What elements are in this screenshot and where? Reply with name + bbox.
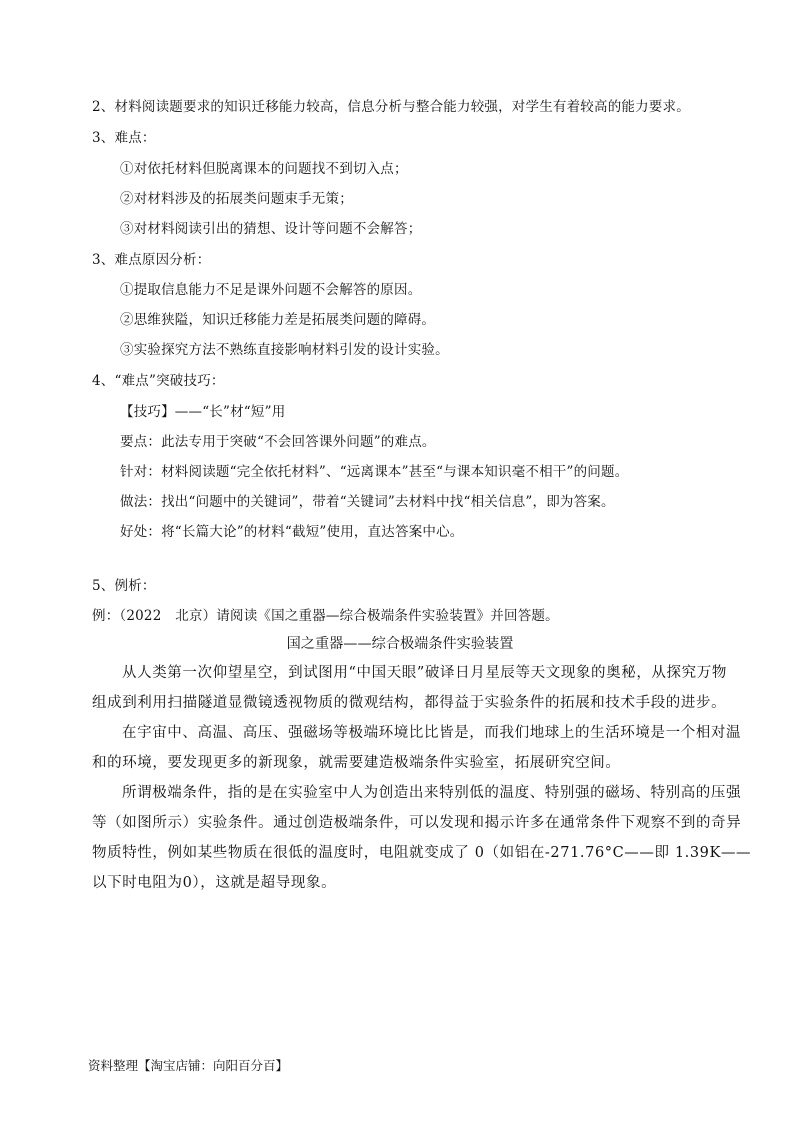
list-item: ②思维狭隘，知识迁移能力差是拓展类问题的障碍。 [120,312,436,328]
paragraph-line: 好处：将“长篇大论”的材料“截短”使用，直达答案中心。 [120,524,464,540]
passage-title: 国之重器——综合极端条件实验装置 [286,636,514,652]
paragraph-line: 做法：找出“问题中的关键词”，带着“关键词”去材料中找“相关信息”，即为答案。 [120,494,615,510]
list-item: ③实验探究方法不熟练直接影响材料引发的设计实验。 [120,342,449,358]
passage-line: 物质特性，例如某些物质在很低的温度时，电阻就变成了 0（如铝在-271.76°C——即 1.39K—— [92,845,752,861]
section-heading: 5、例析： [92,578,156,594]
list-item: ①对依托材料但脱离课本的问题找不到切入点； [120,161,408,177]
passage-line: 和的环境，要发现更多的新现象，就需要建造极端条件实验室，拓展研究空间。 [92,755,621,771]
passage-line: 在宇宙中、高温、高压、强磁场等极端环境比比皆是，而我们地球上的生活环境是一个相对温 [122,725,742,741]
passage-line: 以下时电阻为0），这就是超导现象。 [92,875,337,891]
section-heading: 3、难点原因分析： [92,252,211,268]
paragraph-line: 针对：材料阅读题“完全依托材料”、“远离课本”甚至“与课本知识毫不相干”的问题。 [120,464,629,480]
passage-line: 所谓极端条件，指的是在实验室中人为创造出来特别低的温度、特别强的磁场、特别高的压强 [122,785,742,801]
passage-line: 等（如图所示）实验条件。通过创造极端条件，可以发现和揭示许多在通常条件下观察不到的奇异 [92,815,742,831]
list-item: ①提取信息能力不足是课外问题不会解答的原因。 [120,282,422,298]
paragraph-line: 要点：此法专用于突破“不会回答课外问题”的难点。 [120,434,436,450]
technique-title: 【技巧】——“长”材“短”用 [120,404,286,420]
footer-text: 资料整理【淘宝店铺：向阳百分百】 [88,1058,289,1073]
example-line: 例：（2022 北京）请阅读《国之重器—综合极端条件实验装置》并回答题。 [92,608,559,624]
section-heading: 4、“难点”突破技巧： [92,373,225,389]
list-item: ③对材料阅读引出的猜想、设计等问题不会解答； [120,221,422,237]
passage-line: 从人类第一次仰望星空，到试图用“中国天眼”破译日月星辰等天文现象的奥秘，从探究万物 [122,665,727,681]
passage-line: 组成到利用扫描隧道显微镜透视物质的微观结构，都得益于实验条件的拓展和技术手段的进步。 [92,695,727,711]
section-heading: 3、难点： [92,130,156,146]
paragraph-line: 2、材料阅读题要求的知识迁移能力较高，信息分析与整合能力较强，对学生有着较高的能力要求。 [92,99,690,115]
list-item: ②对材料涉及的拓展类问题束手无策； [120,191,353,207]
